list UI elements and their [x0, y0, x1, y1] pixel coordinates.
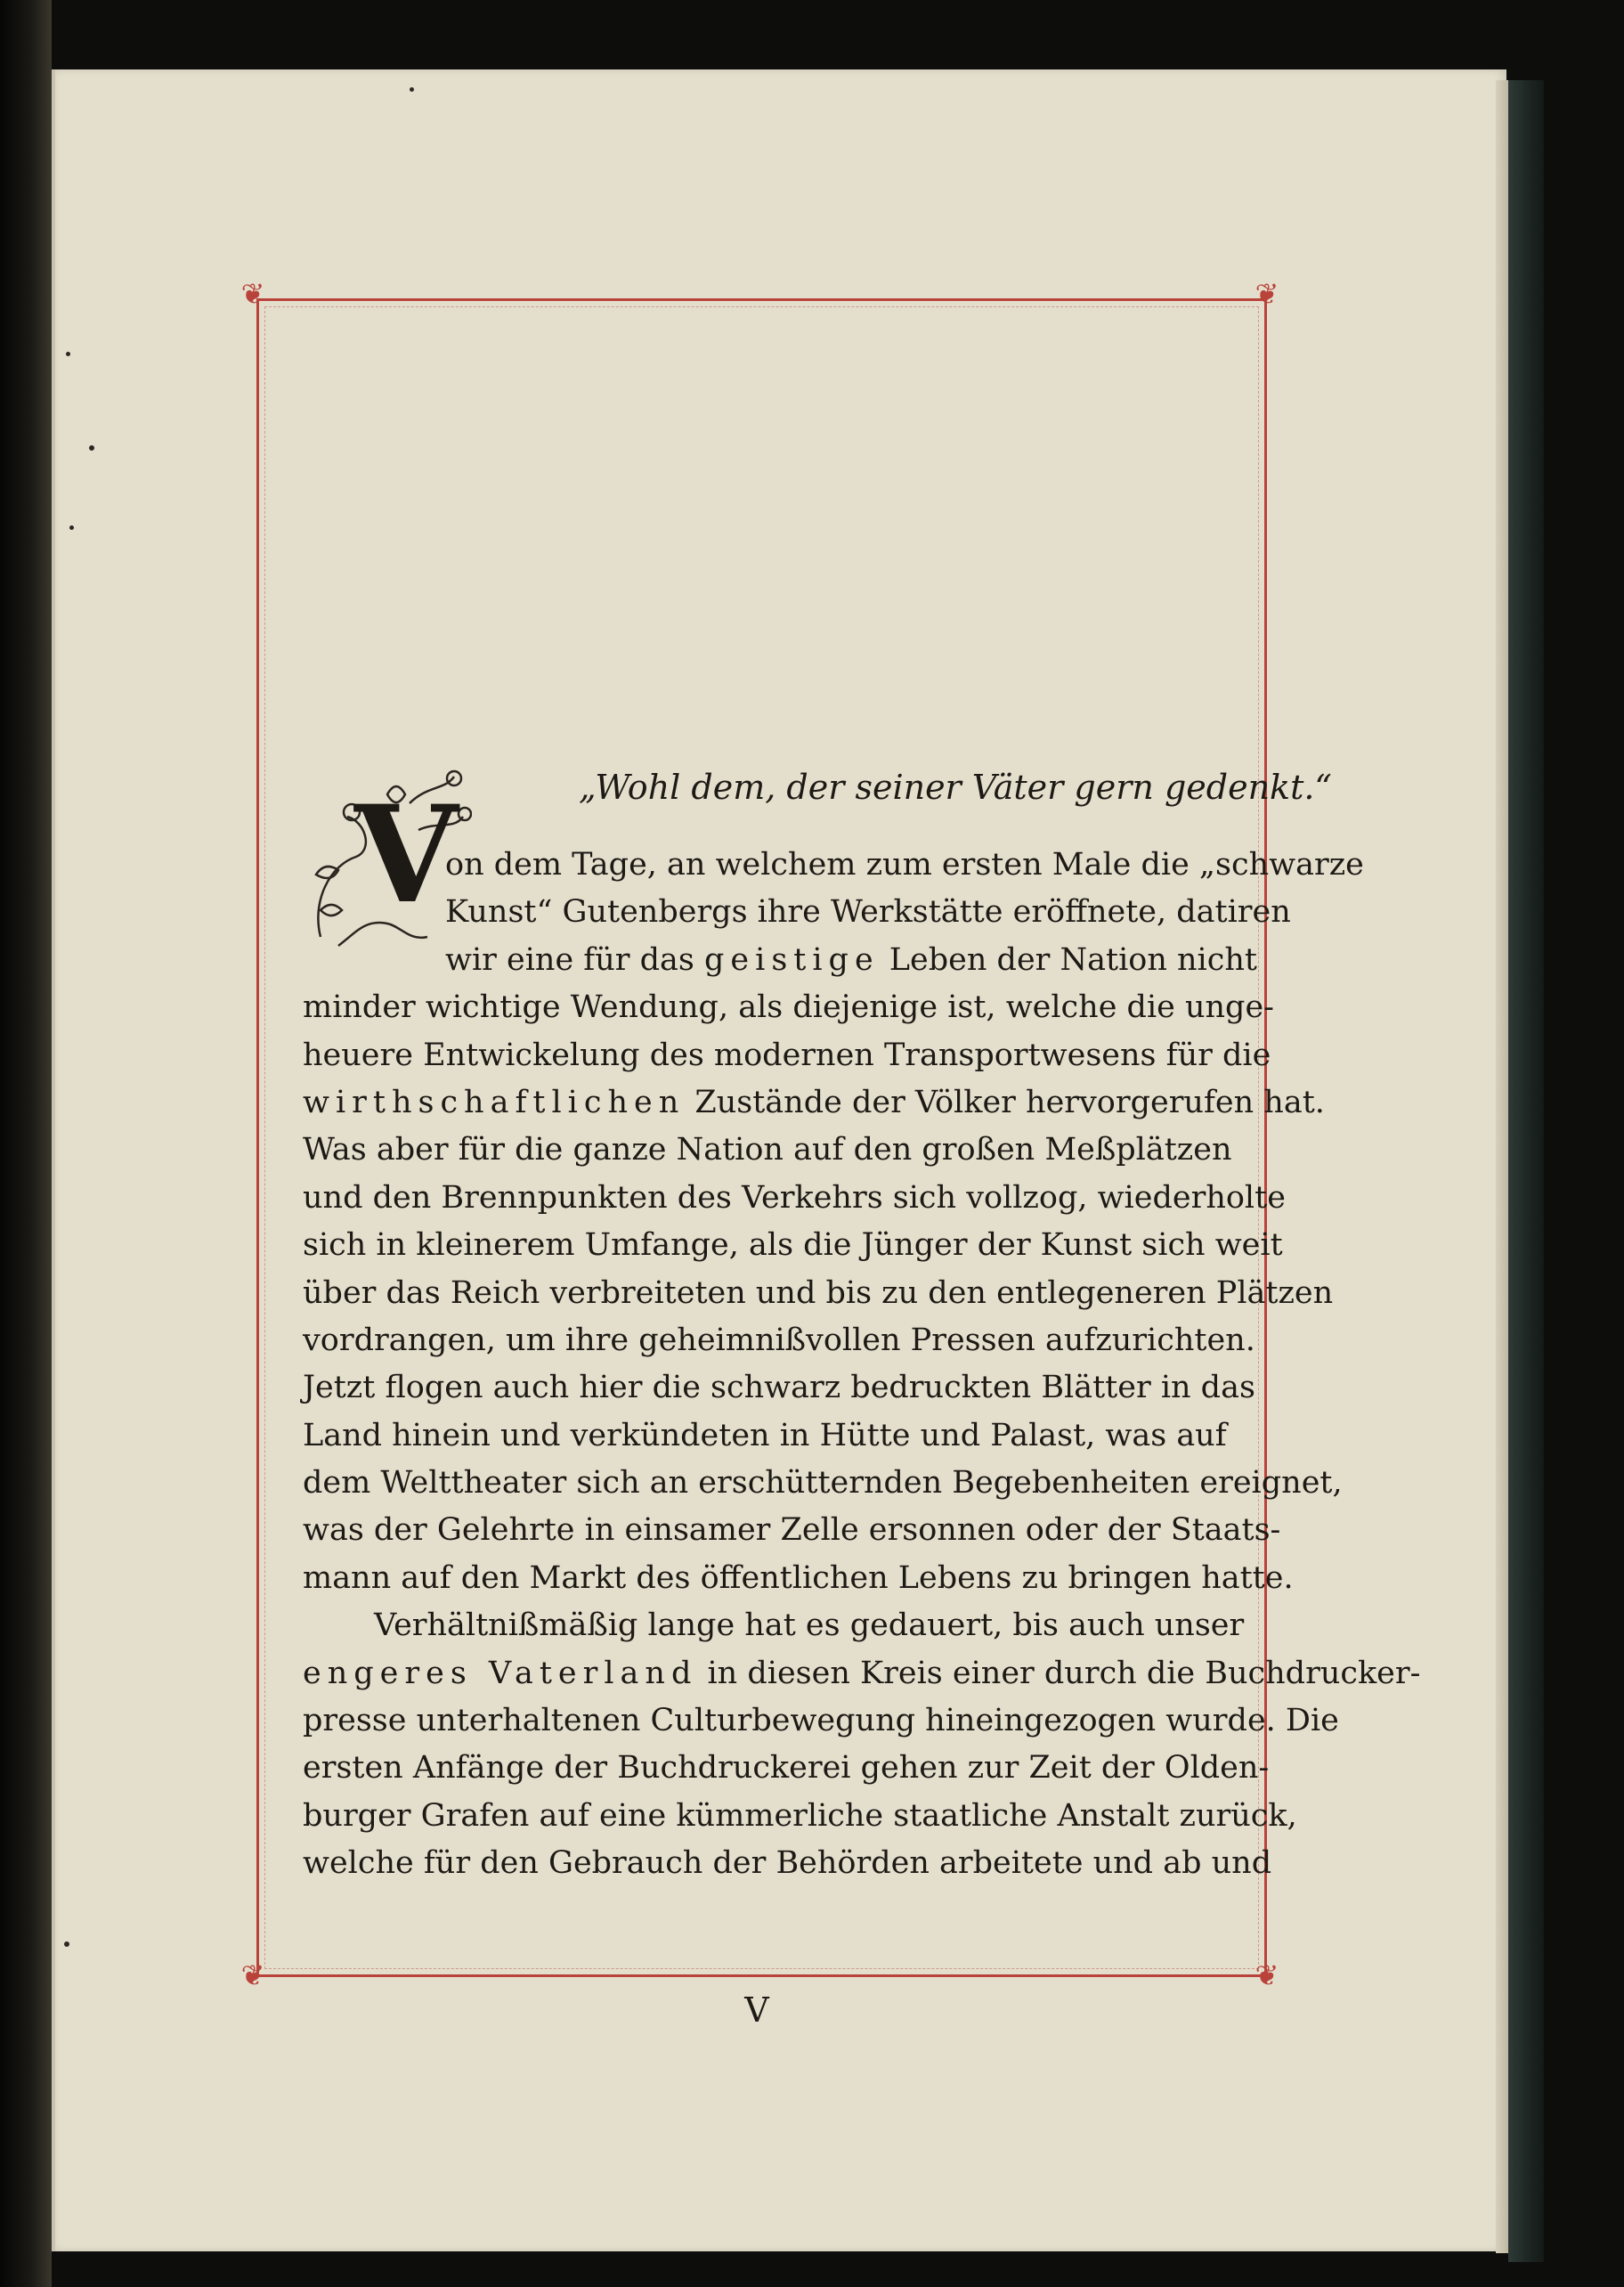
page-number: V — [744, 1990, 769, 2030]
text-line — [303, 1270, 1334, 1317]
text-segment: Leben der Nation nicht — [879, 941, 1257, 978]
frame-ornament-bottom-right-icon: ❦ — [1255, 1958, 1279, 1992]
text-segment: Verhältnißmäßig lange hat es gedauert, bis auch unser — [374, 1607, 1245, 1644]
text-line — [303, 1127, 1232, 1174]
text-segment: Land hinein und verkündeten in Hütte und Palast, was auf — [303, 1417, 1227, 1453]
book-binding — [1508, 80, 1544, 2262]
text-segment: welche für den Gebrauch der Behörden arbeitete und ab und — [303, 1845, 1272, 1882]
text-segment: vordrangen, um ihre geheimnißvollen Pressen aufzurichten. — [303, 1322, 1255, 1358]
text-segment: presse unterhaltenen Culturbewegung hineingezogen wurde. Die — [303, 1703, 1339, 1739]
text-line — [303, 1650, 1421, 1697]
text-line — [303, 1507, 1281, 1554]
text-segment: Zustände der Völker hervorgerufen hat. — [685, 1084, 1325, 1120]
text-line — [303, 984, 1274, 1031]
text-line — [303, 1602, 1245, 1649]
text-line — [303, 1412, 1227, 1460]
paper-speck — [69, 525, 74, 530]
text-segment: heuere Entwickelung des modernen Transportwesens für die — [303, 1037, 1271, 1073]
text-segment: ersten Anfänge der Buchdruckerei gehen zur Zeit der Olden- — [303, 1750, 1270, 1786]
text-segment: über das Reich verbreiteten und bis zu den entlegeneren Plätzen — [303, 1274, 1334, 1311]
spaced-emphasis: engeres Vaterland — [303, 1655, 698, 1691]
paper-speck — [89, 445, 94, 451]
text-line — [303, 1745, 1270, 1792]
text-segment: sich in kleinerem Umfange, als die Jünger der Kunst sich weit — [303, 1227, 1283, 1264]
motto: „Wohl dem, der seiner Väter gern gedenkt.“ — [579, 768, 1332, 807]
paper-speck — [66, 352, 70, 356]
text-line — [445, 889, 1291, 936]
text-segment: in diesen Kreis einer durch die Buchdrucker- — [697, 1655, 1421, 1691]
text-segment: Was aber für die ganze Nation auf den großen Meßplätzen — [303, 1132, 1232, 1168]
scan-background-left — [0, 0, 52, 2287]
text-segment: on dem Tage, an welchem zum ersten Male die „schwarze — [445, 847, 1364, 883]
text-line — [303, 1840, 1272, 1887]
text-line — [445, 842, 1364, 889]
frame-ornament-top-right-icon: ❦ — [1255, 277, 1279, 311]
text-line — [303, 1460, 1343, 1507]
text-segment: Jetzt flogen auch hier die schwarz bedruckten Blätter in das — [303, 1370, 1255, 1406]
text-segment: wir eine für das — [445, 941, 705, 978]
page-edge — [1496, 80, 1508, 2253]
spaced-emphasis: geistige — [704, 941, 880, 978]
text-line — [303, 1175, 1286, 1222]
text-segment: minder wichtige Wendung, als diejenige ist, welche die unge- — [303, 989, 1274, 1026]
paper-speck — [410, 87, 414, 92]
text-segment: Kunst“ Gutenbergs ihre Werkstätte eröffnete, datiren — [445, 894, 1291, 931]
text-line — [303, 1364, 1255, 1412]
text-segment: burger Grafen auf eine kümmerliche staatliche Anstalt zurück, — [303, 1797, 1297, 1834]
body-text — [303, 842, 1421, 1888]
text-segment: und den Brennpunkten des Verkehrs sich vollzog, wiederholte — [303, 1179, 1286, 1216]
frame-ornament-top-left-icon: ❦ — [240, 277, 265, 311]
text-line — [303, 1555, 1294, 1602]
text-line — [303, 1032, 1271, 1079]
paper-speck — [64, 1941, 69, 1947]
page-fold — [52, 69, 55, 2251]
text-line — [303, 1697, 1339, 1745]
text-segment: dem Welttheater sich an erschütternden Begebenheiten ereignet, — [303, 1465, 1343, 1502]
text-segment: mann auf den Markt des öffentlichen Lebens zu bringen hatte. — [303, 1559, 1294, 1596]
frame-ornament-bottom-left-icon: ❦ — [240, 1958, 265, 1992]
text-line — [303, 1222, 1283, 1269]
svg-text:V: V — [354, 777, 459, 933]
text-segment: was der Gelehrte in einsamer Zelle ersonnen oder der Staats- — [303, 1512, 1281, 1549]
text-line — [303, 1317, 1255, 1364]
text-line — [303, 1793, 1297, 1840]
spaced-emphasis: wirthschaftlichen — [303, 1084, 686, 1120]
text-line — [445, 937, 1257, 984]
text-line — [303, 1079, 1325, 1127]
